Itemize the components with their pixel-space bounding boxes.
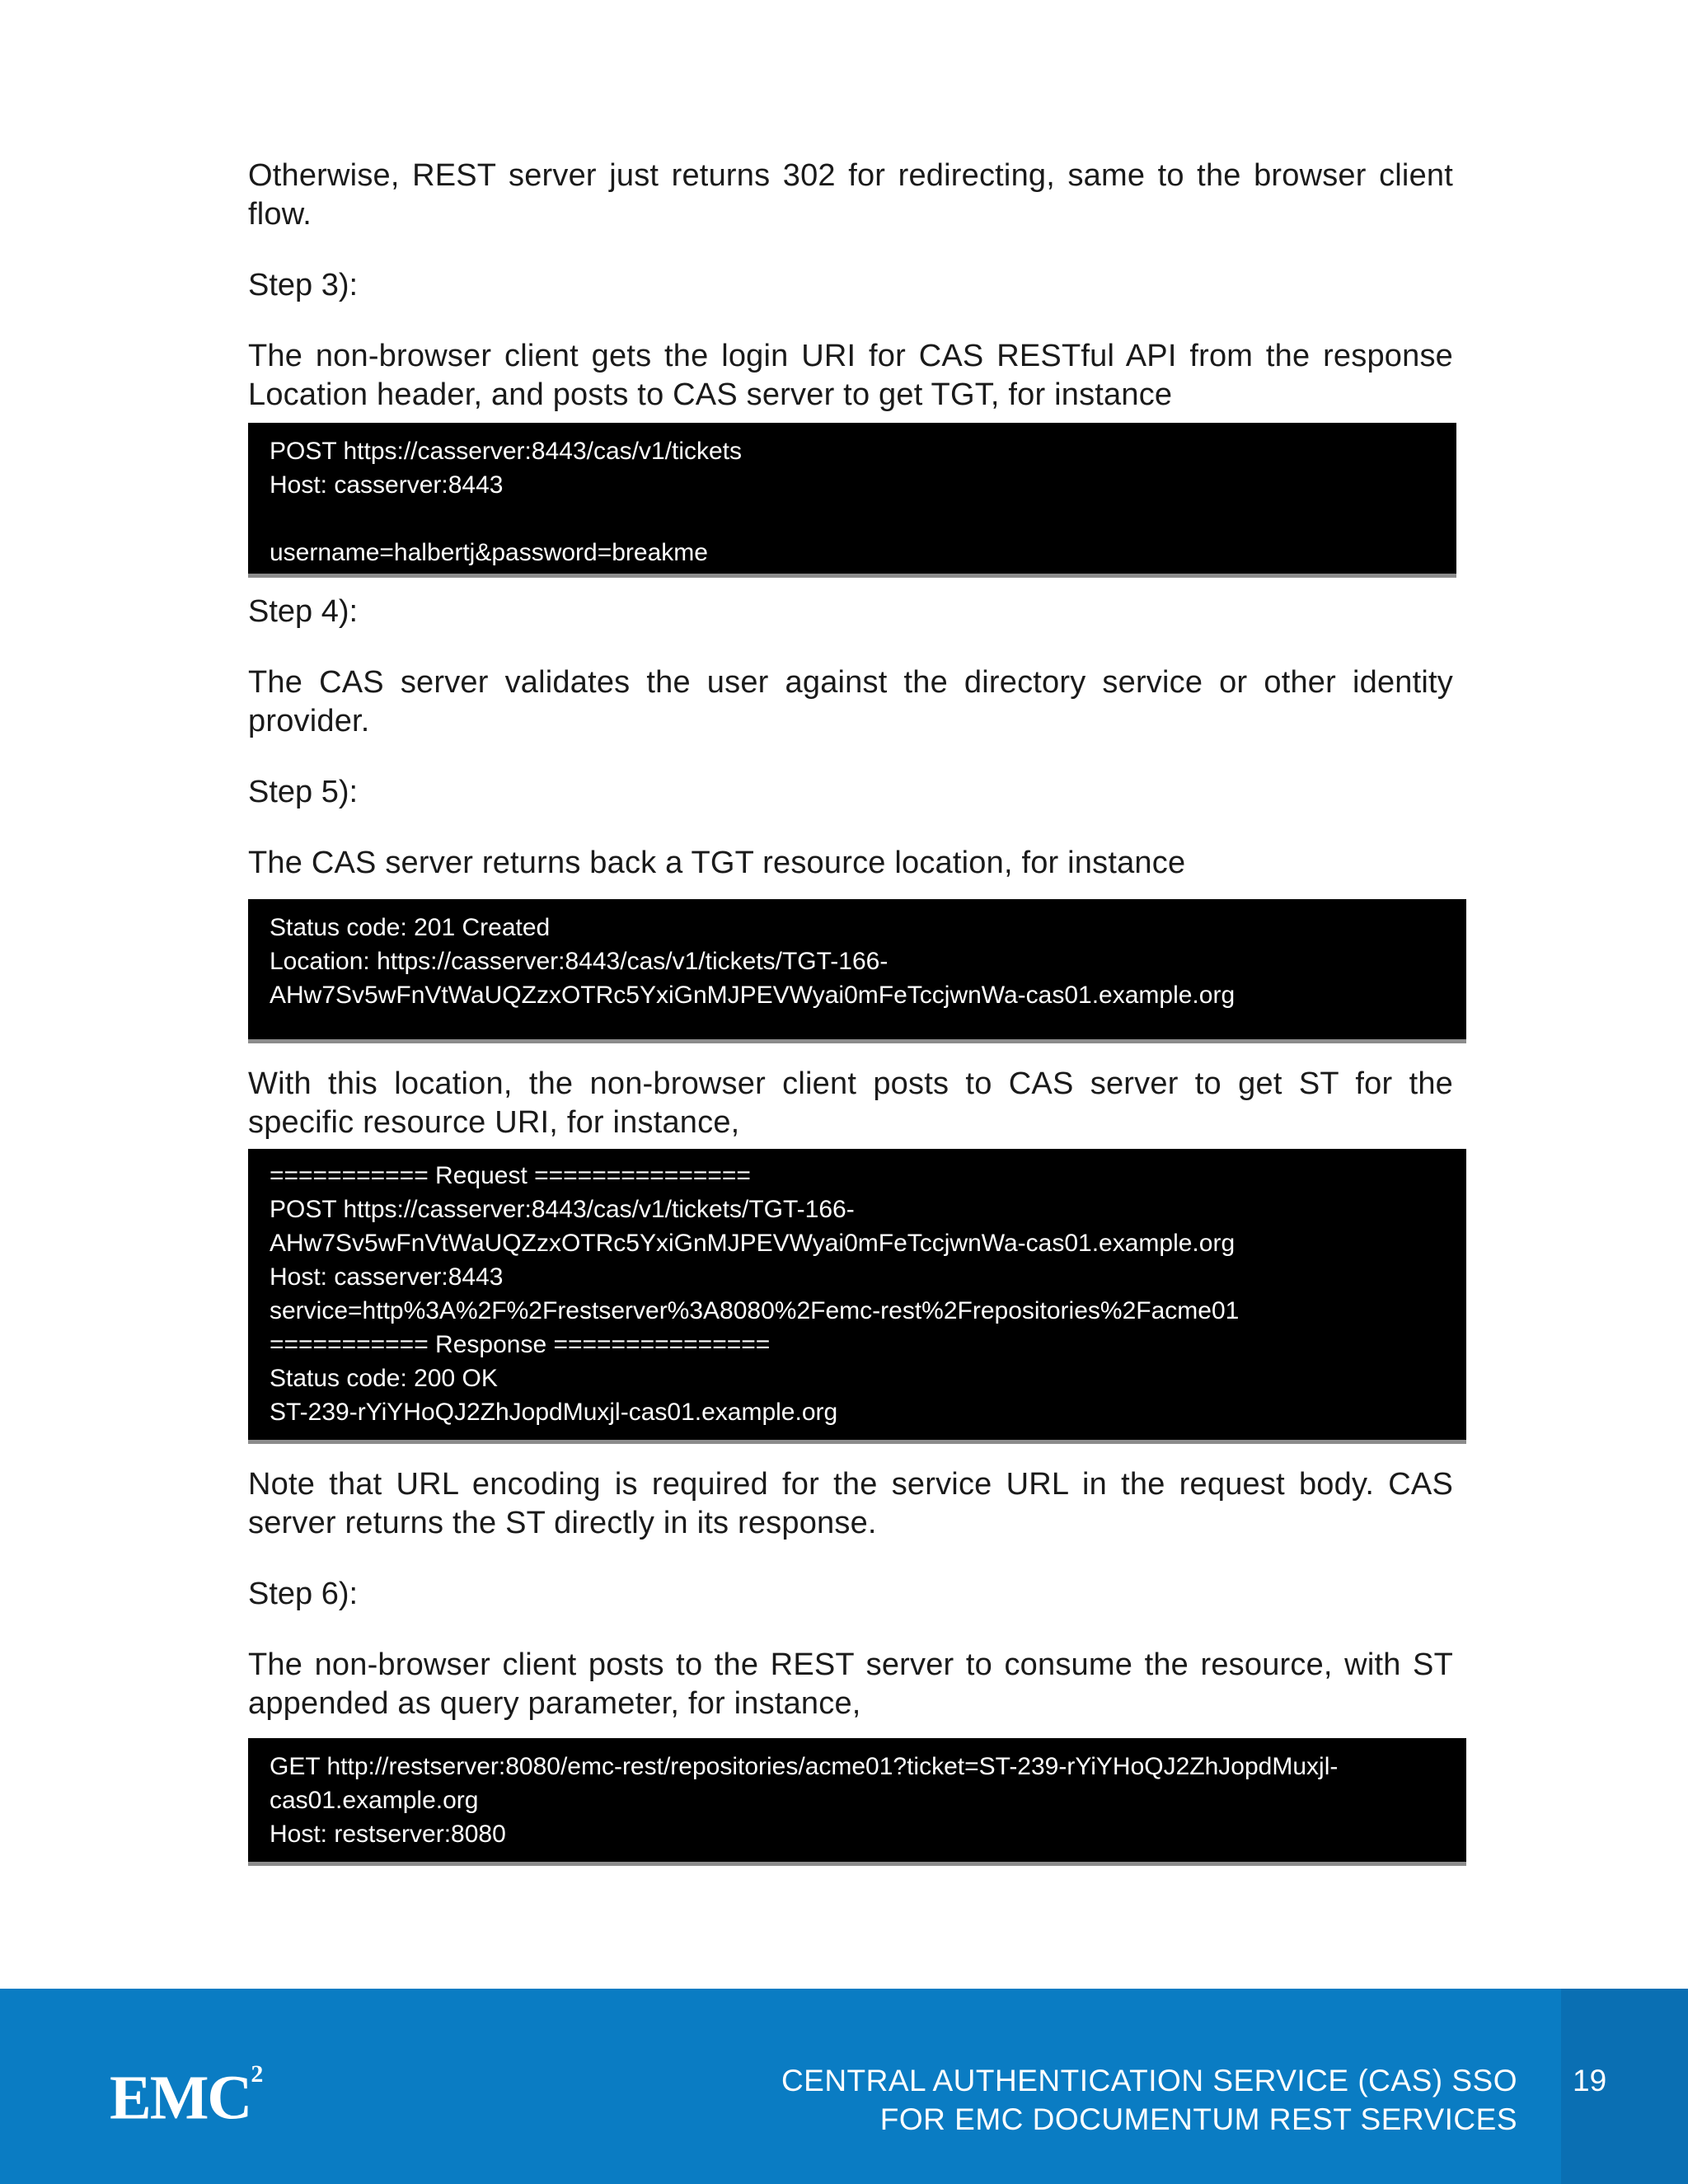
code-line: AHw7Sv5wFnVtWaUQZzxOTRc5YxiGnMJPEVWyai0mFeTccjwnWa-cas01.example.org <box>270 1230 1236 1257</box>
code-line: Host: casserver:8443 <box>270 1263 504 1291</box>
code-line: AHw7Sv5wFnVtWaUQZzxOTRc5YxiGnMJPEVWyai0mFeTccjwnWa-cas01.example.org <box>270 982 1236 1009</box>
step-5-heading: Step 5): <box>248 775 359 809</box>
code-line: service=http%3A%2F%2Frestserver%3A8080%2Femc-rest%2Frepositories%2Facme01 <box>270 1297 1240 1324</box>
code-line: Host: casserver:8443 <box>270 471 504 499</box>
code-line: Host: restserver:8080 <box>270 1821 506 1848</box>
paragraph-st-request: With this location, the non-browser client posts to CAS server to get ST for the specific resource URI, for instance, <box>248 1066 1453 1140</box>
code-line: =========== Request =============== <box>270 1162 751 1189</box>
code-line: POST https://casserver:8443/cas/v1/tickets/TGT-166- <box>270 1196 855 1223</box>
document-body <box>248 157 1453 1866</box>
code-line: GET http://restserver:8080/emc-rest/repositories/acme01?ticket=ST-239-rYiYHoQJ2ZhJopdMuxjl- <box>270 1753 1339 1780</box>
code-line: POST https://casserver:8443/cas/v1/tickets <box>270 438 743 465</box>
code-block-get-resource <box>248 1738 1466 1866</box>
code-block-st-request <box>248 1149 1466 1444</box>
paragraph-redirect: Otherwise, REST server just returns 302 for redirecting, same to the browser client flow. <box>248 158 1453 232</box>
code-block-post-tickets <box>248 423 1456 578</box>
step-6-heading: Step 6): <box>248 1577 359 1611</box>
code-block-tgt-response <box>248 899 1466 1043</box>
step-3-heading: Step 3): <box>248 268 359 302</box>
emc-logo <box>110 2058 264 2133</box>
page-number: 19 <box>1573 2064 1607 2097</box>
footer-document-title <box>781 2061 1517 2139</box>
footer-title-line-1: CENTRAL AUTHENTICATION SERVICE (CAS) SSO <box>781 2064 1517 2097</box>
code-line: Location: https://casserver:8443/cas/v1/tickets/TGT-166- <box>270 948 889 975</box>
paragraph-url-encoding-note: Note that URL encoding is required for the service URL in the request body. CAS server returns the ST directly in its response. <box>248 1467 1453 1540</box>
logo-superscript: 2 <box>251 2060 264 2088</box>
paragraph-login-uri: The non-browser client gets the login URI for CAS RESTful API from the response Location header, and posts to CAS server to get TGT, for instance <box>248 339 1453 412</box>
footer-title-line-2: FOR EMC DOCUMENTUM REST SERVICES <box>879 2102 1517 2136</box>
step-4-heading: Step 4): <box>248 594 359 629</box>
code-line: username=halbertj&password=breakme <box>270 539 708 566</box>
code-line: ST-239-rYiYHoQJ2ZhJopdMuxjl-cas01.example.org <box>270 1399 838 1426</box>
paragraph-tgt-location: The CAS server returns back a TGT resource location, for instance <box>248 846 1186 880</box>
paragraph-consume-resource: The non-browser client posts to the REST server to consume the resource, with ST appended as query parameter, for instance, <box>248 1647 1453 1721</box>
logo-text: EMC <box>110 2063 251 2133</box>
code-line: =========== Response =============== <box>270 1331 771 1358</box>
paragraph-validation: The CAS server validates the user against the directory service or other identity provider. <box>248 665 1453 738</box>
code-line: Status code: 201 Created <box>270 914 551 941</box>
page-footer <box>0 1989 1688 2184</box>
code-blank-line <box>270 502 1435 536</box>
code-line: cas01.example.org <box>270 1787 479 1814</box>
code-line: Status code: 200 OK <box>270 1365 498 1392</box>
